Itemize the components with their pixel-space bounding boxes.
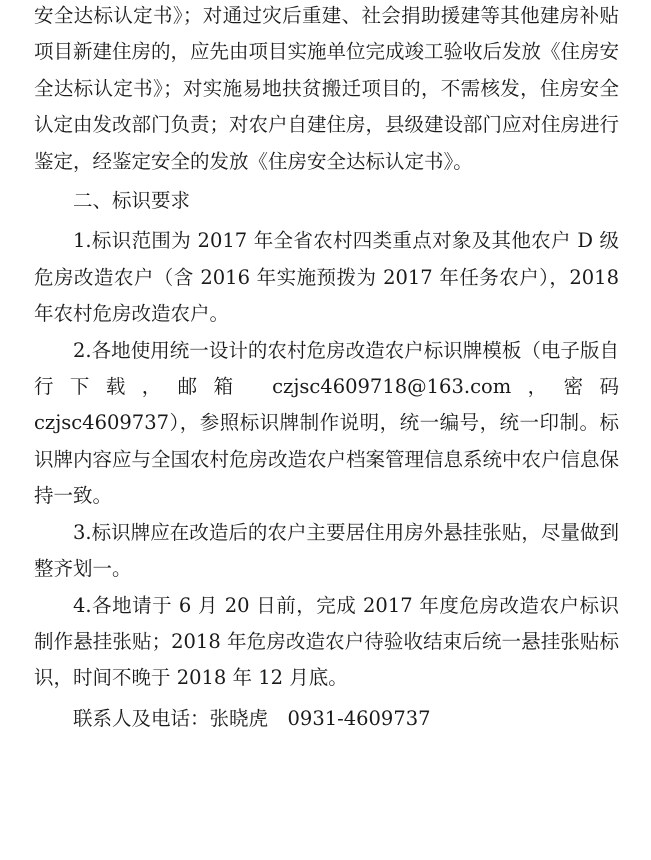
section-heading: 二、标识要求 — [73, 189, 191, 213]
item-1-paragraph: 1.标识范围为 2017 年全省农村四类重点对象及其他农户 D 级危房改造农户（含 2016 年实施预拨为 2017 年任务农户），2018 年农村危房改造农户。 — [34, 229, 619, 326]
contact-line: 联系人及电话：张晓虎 0931-4609737 — [73, 706, 431, 730]
item-3-paragraph: 3.标识牌应在改造后的农户主要居住用房外悬挂张贴，尽量做到整齐划一。 — [34, 520, 619, 581]
item-2-paragraph: 2.各地使用统一设计的农村危房改造农户标识牌模板（电子版自行下载，邮箱 czjsc4609718@163.com，密码 czjsc4609737），参照标识牌制作说明，统一编号，统一印制。标识牌内容应与全国农村危房改造农户档案管理信息系统中农户信息保持一致。 — [34, 338, 620, 508]
continuation-paragraph: 安全达标认定书》；对通过灾后重建、社会捐助援建等其他建房补贴项目新建住房的，应先由项目实施单位完成竣工验收后发放《住房安全达标认定书》；对实施易地扶贫搬迁项目的，不需核发，住房安全认定由发改部门负责；对农户自建住房，县级建设部门应对住房进行鉴定，经鉴定安全的发放《住房安全达标认定书》。 — [34, 4, 620, 173]
item-4-paragraph: 4.各地请于 6 月 20 日前，完成 2017 年度危房改造农户标识制作悬挂张贴；2018 年危房改造农户待验收结束后统一悬挂张贴标识，时间不晚于 2018 年 12 月底。 — [34, 593, 619, 690]
